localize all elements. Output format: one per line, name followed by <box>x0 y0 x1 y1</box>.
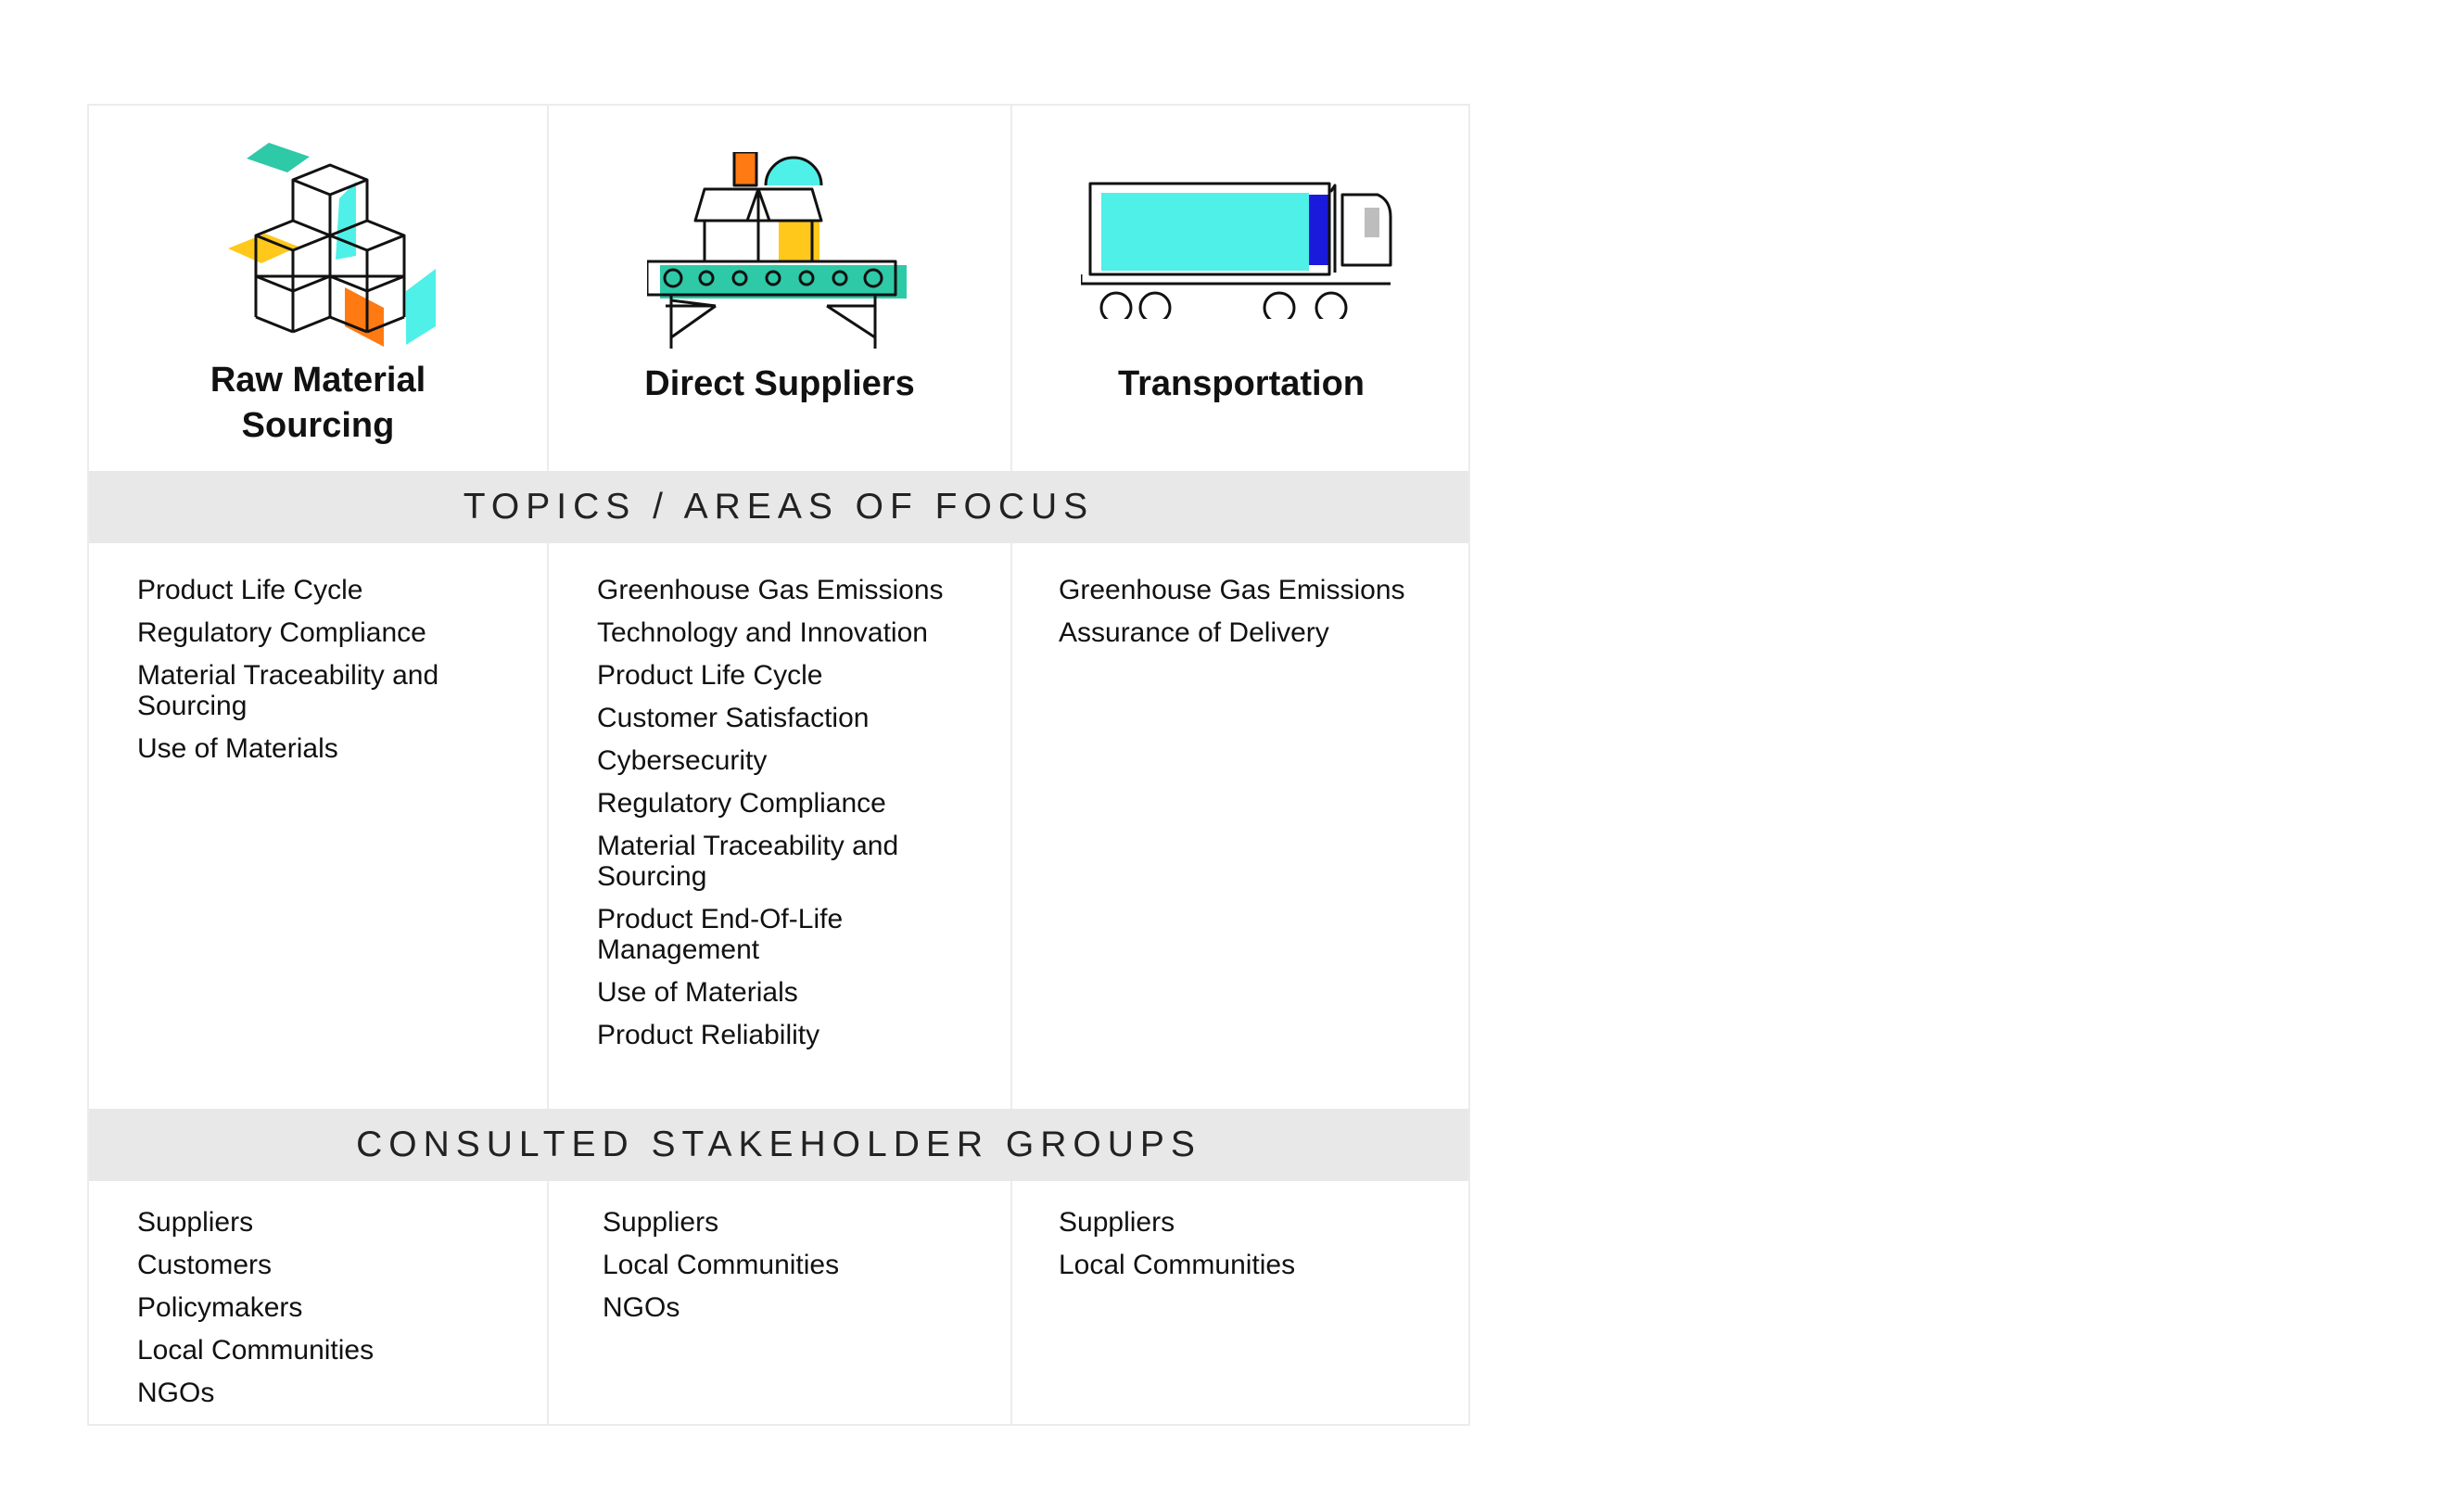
topics-list-raw-material <box>137 575 527 776</box>
topics-list-direct-suppliers <box>597 575 986 1062</box>
column-divider <box>547 543 549 1109</box>
list-item: Assurance of Delivery <box>1059 617 1329 648</box>
list-item: Material Traceability and Sourcing <box>597 831 899 892</box>
column-divider <box>547 1181 549 1426</box>
list-item: Greenhouse Gas Emissions <box>597 575 944 605</box>
list-item: Material Traceability and Sourcing <box>137 660 439 721</box>
list-item: Product Life Cycle <box>597 660 823 691</box>
list-item: Local Communities <box>137 1335 375 1366</box>
list-item: Policymakers <box>137 1292 303 1323</box>
list-item: Customer Satisfaction <box>597 703 870 733</box>
stakeholders-list-raw-material <box>137 1207 527 1420</box>
column-title-raw-material: Raw Material Sourcing <box>210 361 426 445</box>
list-item: Suppliers <box>1059 1207 1175 1238</box>
list-item: Greenhouse Gas Emissions <box>1059 575 1405 605</box>
focus-table <box>87 104 1470 1426</box>
list-item: Use of Materials <box>137 733 338 764</box>
list-item: Product End-Of-Life Management <box>597 904 844 965</box>
list-item: Product Life Cycle <box>137 575 363 605</box>
list-item: Use of Materials <box>597 977 798 1008</box>
stakeholders-heading: CONSULTED STAKEHOLDER GROUPS <box>89 1109 1468 1181</box>
list-item: Regulatory Compliance <box>137 617 426 648</box>
list-item: NGOs <box>137 1378 215 1408</box>
conveyor-boxes-icon <box>647 152 907 351</box>
topics-heading: TOPICS / AREAS OF FOCUS <box>89 471 1468 543</box>
column-header-transportation <box>1012 106 1470 469</box>
stakeholders-list-direct-suppliers <box>603 1207 992 1335</box>
stacked-cubes-icon <box>228 143 441 347</box>
column-header-direct-suppliers <box>549 106 1010 469</box>
stakeholders-list-transportation <box>1059 1207 1457 1292</box>
column-header-raw-material <box>89 106 547 469</box>
column-divider <box>1010 1181 1012 1426</box>
list-item: Technology and Innovation <box>597 617 928 648</box>
column-title-transportation: Transportation <box>1117 364 1366 403</box>
list-item: Regulatory Compliance <box>597 788 886 819</box>
list-item: Suppliers <box>603 1207 719 1238</box>
list-item: Cybersecurity <box>597 745 768 776</box>
topics-list-transportation <box>1059 575 1457 660</box>
list-item: Local Communities <box>603 1250 840 1280</box>
column-title-direct-suppliers: Direct Suppliers <box>644 364 915 403</box>
list-item: NGOs <box>603 1292 680 1323</box>
column-divider <box>1010 543 1012 1109</box>
list-item: Customers <box>137 1250 273 1280</box>
list-item: Local Communities <box>1059 1250 1296 1280</box>
list-item: Product Reliability <box>597 1020 820 1050</box>
list-item: Suppliers <box>137 1207 254 1238</box>
truck-icon <box>1081 180 1405 319</box>
